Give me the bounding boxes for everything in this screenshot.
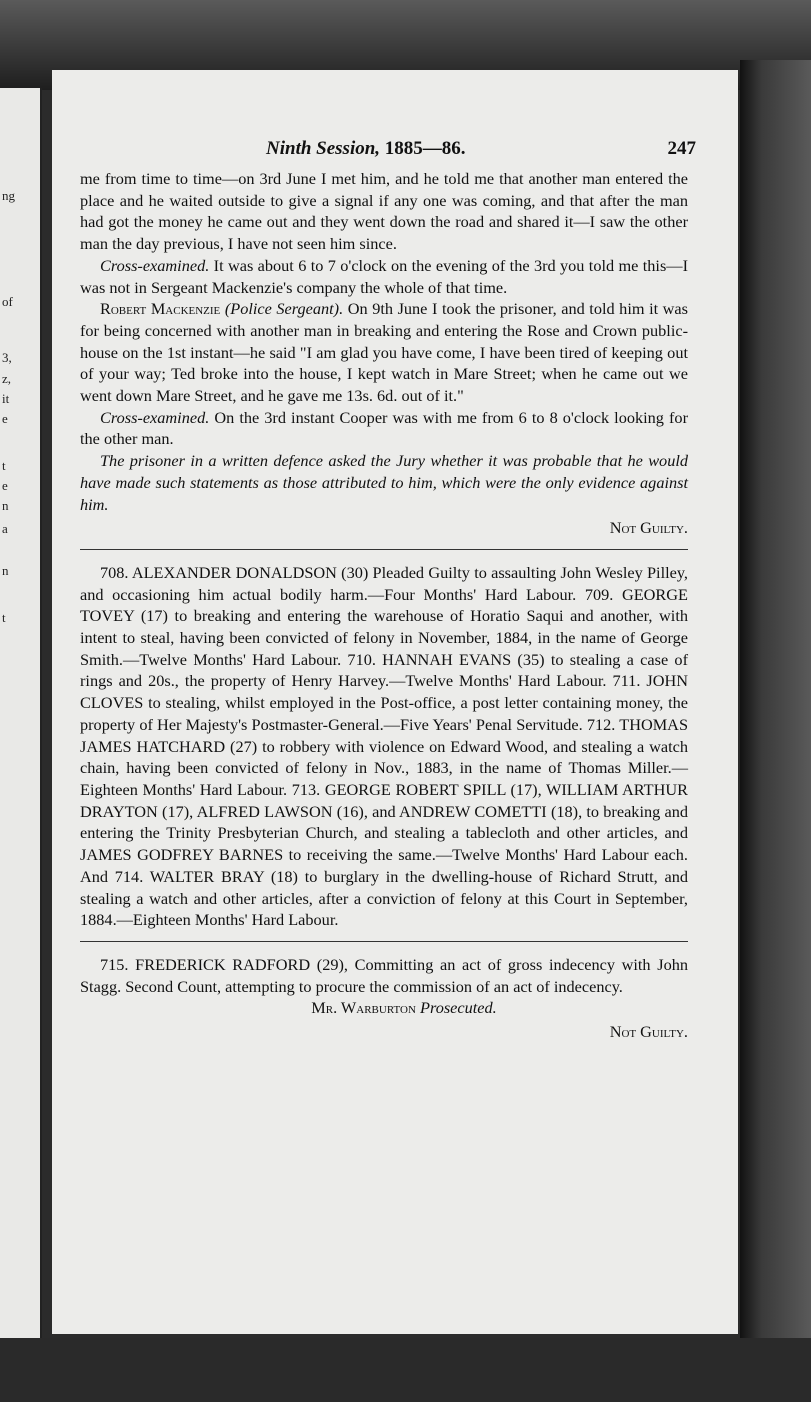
- prosecution-line: Mr. Warburton Prosecuted.: [311, 998, 497, 1018]
- margin-fragment: e: [2, 411, 8, 426]
- margin-fragment: ng: [2, 188, 15, 203]
- background-bottom: [0, 1338, 811, 1402]
- defence-paragraph: The prisoner in a written defence asked the Jury whether it was probable that he would have made such statements as those attributed to him, which were the only evidence against him.: [80, 451, 688, 514]
- margin-fragment: z,: [2, 371, 12, 386]
- witness-paragraph: Robert Mackenzie (Police Sergeant). On 9th June I took the prisoner, and told him it was for being concerned with another man in breaking and entering the Rose and Crown public-house on the 1st instant—he said "I am glad you have come, I have been tired of keeping out of your way; Ted broke into the house, I kept watch in Mare Street; when he came out we went down Mare Street, and he gave me 13s. 6d. out of it.": [80, 299, 688, 406]
- verdict: Not Guilty.: [609, 518, 688, 538]
- running-head: [80, 138, 696, 168]
- margin-fragment: a: [2, 521, 8, 536]
- case-715-paragraph: 715. FREDERICK RADFORD (29), Committing an act of gross indecency with John Stagg. Second Count, attempting to procure the commission of an act of indecency.: [80, 954, 688, 996]
- document-page: [52, 70, 738, 1334]
- margin-fragment: t: [2, 610, 6, 625]
- margin-fragment: 3,: [2, 350, 12, 365]
- session-title: Ninth Session, 1885—86.: [266, 138, 466, 159]
- margin-fragment: n: [2, 563, 9, 578]
- cross-examination-paragraph-2: Cross-examined. On the 3rd instant Cooper was with me from 6 to 8 o'clock looking for the other man.: [80, 407, 688, 449]
- margin-fragment: it: [2, 391, 10, 406]
- margin-fragment: n: [2, 498, 9, 513]
- margin-fragment: of: [2, 294, 13, 309]
- pleas-paragraph: 708. ALEXANDER DONALDSON (30) Pleaded Guilty to assaulting John Wesley Pilley, and occasioning him actual bodily harm.—Four Months' Hard Labour. 709. GEORGE TOVEY (17) to breaking and entering the warehouse of Horatio Saqui and another, with intent to steal, having been convicted of felony in November, 1884, in the name of George Smith.—Twelve Months' Hard Labour. 710. HANNAH EVANS (35) to stealing a case of rings and 20s., the property of Henry Harvey.—Twelve Months' Hard Labour. 711. JOHN CLOVES to stealing, whilst employed in the Post-office, a post letter containing money, the property of Her Majesty's Postmaster-General.—Five Years' Penal Servitude. 712. THOMAS JAMES HATCHARD (27) to robbery with violence on Edward Wood, and stealing a watch chain, having been convicted of felony in Nov., 1883, in the name of Thomas Miller.—Eighteen Months' Hard Labour. 713. GEORGE ROBERT SPILL (17), WILLIAM ARTHUR DRAYTON (17), ALFRED LAWSON (16), and ANDREW COMETTI (18), to breaking and entering the Trinity Presbyterian Church, and stealing a tablecloth and other articles, and JAMES GODFREY BARNES to receiving the same.—Twelve Months' Hard Labour each. And 714. WALTER BRAY (18) to burglary in the dwelling-house of Richard Strutt, and stealing a watch and other articles, after a conviction of felony at this Court in September, 1884.—Eighteen Months' Hard Labour.: [80, 562, 688, 930]
- section-divider: [80, 549, 688, 550]
- adjacent-page-edge: [0, 88, 42, 1338]
- right-book-edge: [740, 60, 811, 1402]
- verdict-715: Not Guilty.: [609, 1022, 688, 1042]
- margin-fragment: t: [2, 458, 6, 473]
- page-number: 247: [667, 138, 696, 159]
- section-divider-2: [80, 941, 688, 942]
- cross-examination-paragraph: Cross-examined. It was about 6 to 7 o'clock on the evening of the 3rd you told me this—I was not in Sergeant Mackenzie's company the whole of that time.: [80, 255, 688, 297]
- testimony-paragraph: me from time to time—on 3rd June I met him, and he told me that another man entered the place and he waited outside to give a signal if any one was coming, and that after the man had got the money he came out and they went down the road and shared it—I saw the other man the day previous, I have not seen him since.: [80, 169, 688, 254]
- margin-fragment: e: [2, 478, 8, 493]
